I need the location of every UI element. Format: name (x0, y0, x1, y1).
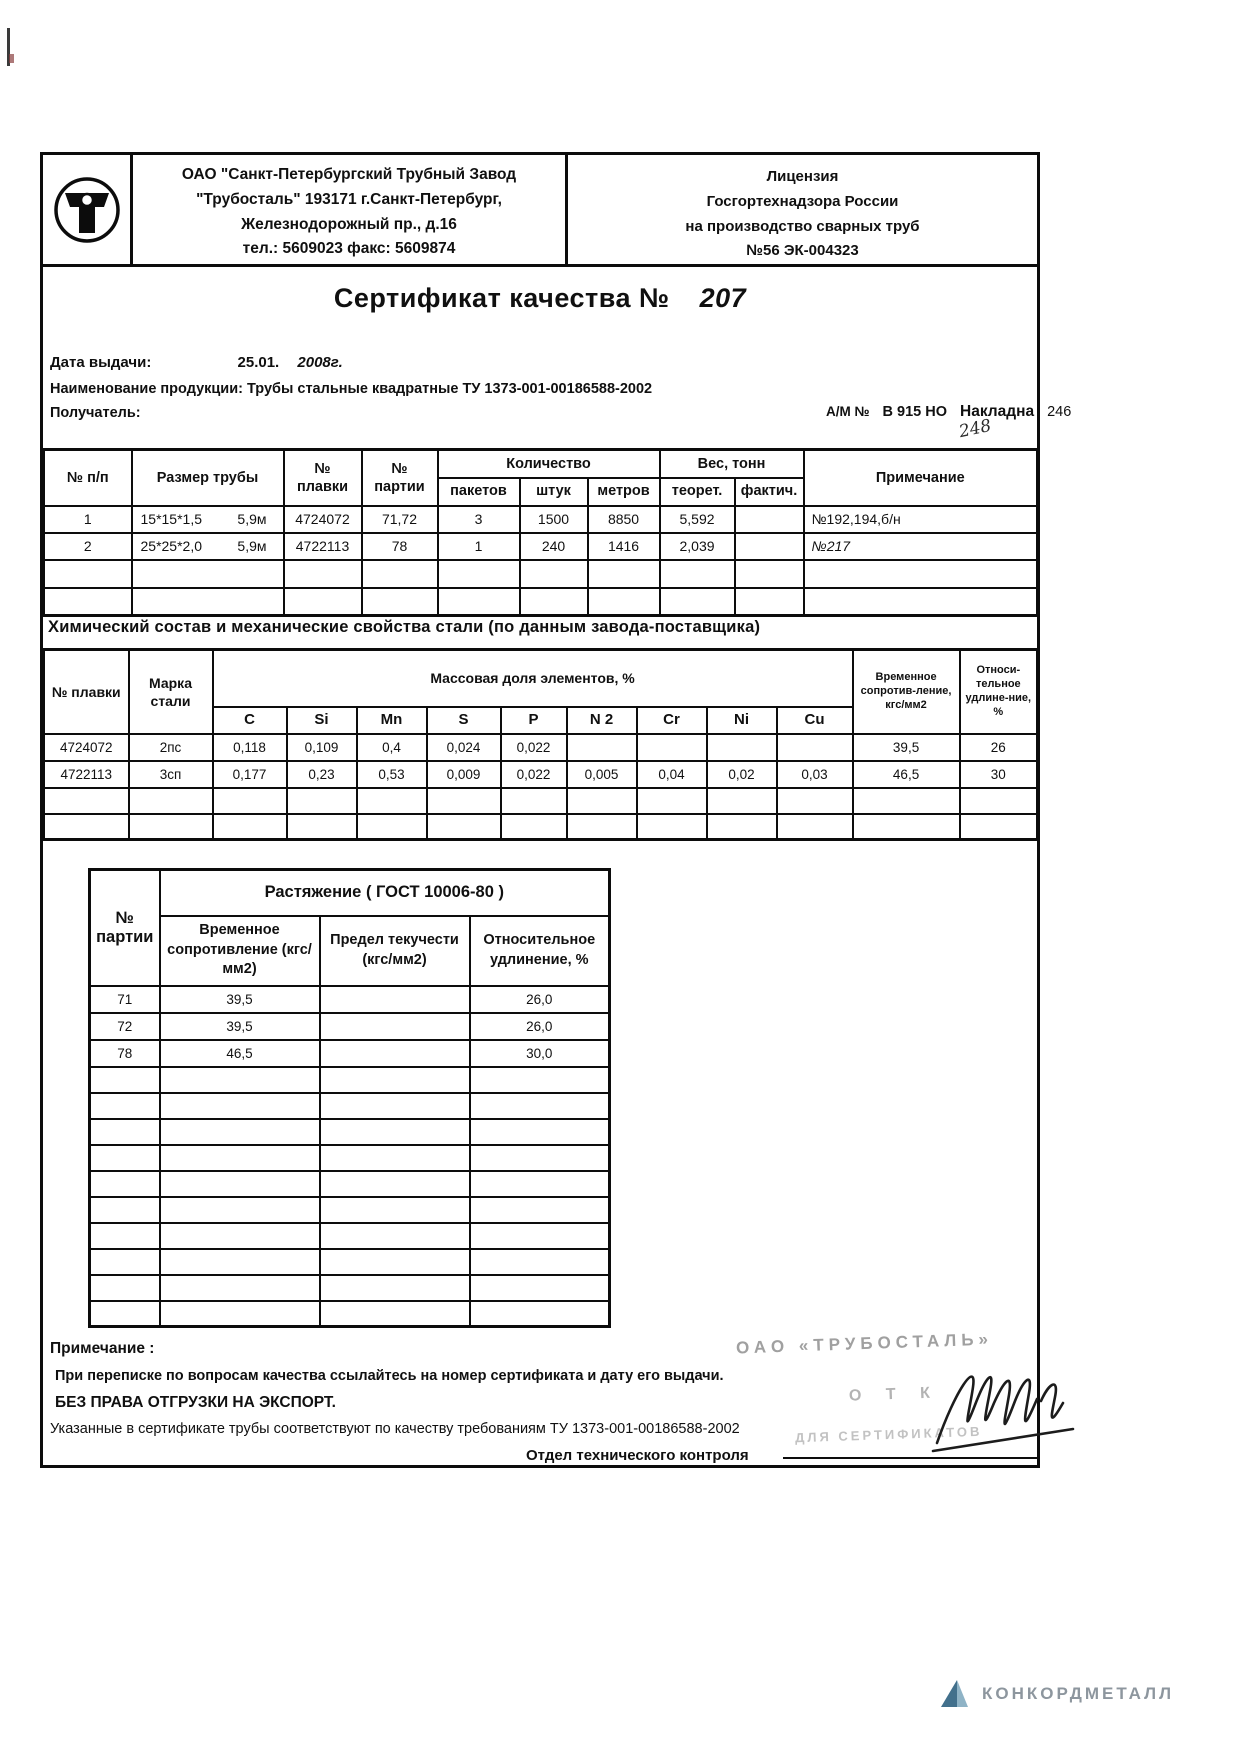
element-header: Cu (777, 707, 853, 734)
pipe-size: 25*25*2,0 (140, 538, 203, 554)
pipe-size: 15*15*1,5 (140, 511, 203, 527)
table-header-row (90, 870, 610, 916)
cell: 1 (438, 533, 520, 560)
col-batch-header: № партии (362, 450, 438, 506)
table-row (44, 788, 1038, 814)
handwritten-waybill-number: 248 (957, 415, 994, 443)
col-num-header: № п/п (44, 450, 132, 506)
title-label: Сертификат качества № (333, 283, 670, 313)
element-header: Mn (357, 707, 427, 734)
stamp-company-line: ОАО «ТРУБОСТАЛЬ» (735, 1329, 994, 1358)
note-label: Примечание : (50, 1340, 155, 1357)
table-row (90, 1301, 610, 1327)
cell: 46,5 (160, 1040, 320, 1067)
table-row (44, 533, 1038, 560)
cell: 4722113 (44, 761, 129, 788)
cell: 0,022 (501, 734, 567, 761)
col-meters-header: метров (588, 478, 660, 506)
document-header (43, 155, 1037, 267)
element-header: N 2 (567, 707, 637, 734)
cell: 3 (438, 506, 520, 533)
cell (735, 506, 804, 533)
col-grade-header: Марка стали (129, 650, 213, 734)
table-row (44, 761, 1038, 788)
cell (320, 1040, 470, 1067)
cell: 0,03 (777, 761, 853, 788)
cell: 0,4 (357, 734, 427, 761)
table-row (90, 1249, 610, 1275)
certificate-number: 207 (699, 283, 747, 313)
col-theor-header: теорет. (660, 478, 735, 506)
cell: 240 (520, 533, 588, 560)
table-row (44, 588, 1038, 616)
cell: №217 (804, 533, 1038, 560)
cell: 4722113 (284, 533, 362, 560)
cell: 1416 (588, 533, 660, 560)
element-header: S (427, 707, 501, 734)
col-heat-header: № плавки (284, 450, 362, 506)
company-line: Железнодорожный пр., д.16 (241, 215, 457, 233)
cell: 8850 (588, 506, 660, 533)
table-row (90, 1197, 610, 1223)
note-line: При переписке по вопросам качества ссылайтесь на номер сертификата и дату его выдачи. (55, 1368, 724, 1384)
waybill-number: 246 (1047, 404, 1072, 420)
cell: 46,5 (853, 761, 960, 788)
vehicle-waybill-line (826, 403, 1071, 421)
cell: 0,118 (213, 734, 287, 761)
cell: 0,53 (357, 761, 427, 788)
watermark-text: КОНКОРДМЕТАЛЛ (982, 1684, 1175, 1703)
cell: 0,022 (501, 761, 567, 788)
table-row (90, 1223, 610, 1249)
col-size-header: Размер трубы (132, 450, 284, 506)
cell: 78 (90, 1040, 160, 1067)
tensile-group-header: Растяжение ( ГОСТ 10006-80 ) (160, 870, 610, 916)
col-packs-header: пакетов (438, 478, 520, 506)
col-fact-header: фактич. (735, 478, 804, 506)
logo-cell (43, 155, 133, 264)
table-row (44, 814, 1038, 840)
vehicle-label: А/М № (826, 404, 870, 419)
scan-artifact (9, 54, 14, 63)
page-title (43, 283, 1037, 314)
cell: 71 (90, 986, 160, 1013)
cell: 2 (44, 533, 132, 560)
issue-date-label: Дата выдачи: (50, 354, 152, 371)
license-info (568, 155, 1037, 264)
element-header: Cr (637, 707, 707, 734)
table-row (90, 1013, 610, 1040)
cell: 0,02 (707, 761, 777, 788)
issue-date-value: 25.01. (237, 354, 280, 371)
konkord-logo-icon (938, 1678, 972, 1710)
cell (132, 533, 284, 560)
col-tensile-header: Временное сопротивление (кгс/мм2) (160, 916, 320, 986)
table-row (90, 1171, 610, 1197)
cell: 26,0 (470, 986, 610, 1013)
weight-group-header: Вес, тонн (660, 450, 804, 478)
col-elongation-header: Относительное удлинение, % (470, 916, 610, 986)
table-row (44, 560, 1038, 588)
col-elongation-header: Относи-тельное удлине-ние, % (960, 650, 1038, 734)
cell: 26 (960, 734, 1038, 761)
waybill-label: Накладна (960, 403, 1035, 420)
table-row (90, 1119, 610, 1145)
col-pieces-header: штук (520, 478, 588, 506)
col-tensile-header: Временное сопротив-ление, кгс/мм2 (853, 650, 960, 734)
cell: 4724072 (284, 506, 362, 533)
cell (132, 506, 284, 533)
note-line: Указанные в сертификате трубы соответствуют по качеству требованиям ТУ 1373-001-00186588-2002 (50, 1421, 740, 1437)
cell: 0,23 (287, 761, 357, 788)
table-row (44, 734, 1038, 761)
chemical-composition-table (42, 648, 1039, 841)
cell (735, 533, 804, 560)
stamp-certificates-line: ДЛЯ СЕРТИФИКАТОВ (794, 1423, 983, 1446)
col-note-header: Примечание (804, 450, 1038, 506)
signature (923, 1343, 1093, 1463)
elements-group-header: Массовая доля элементов, % (213, 650, 853, 707)
cell (777, 734, 853, 761)
pipe-length: 5,9м (237, 511, 267, 527)
cell: 5,592 (660, 506, 735, 533)
cell (567, 734, 637, 761)
license-line: на производство сварных труб (685, 217, 920, 235)
cell: 26,0 (470, 1013, 610, 1040)
table-header-row (44, 650, 1038, 707)
col-batch-header: № партии (90, 870, 160, 986)
element-header: Si (287, 707, 357, 734)
license-line: Лицензия (766, 168, 839, 185)
table-row (44, 506, 1038, 533)
cell: №192,194,б/н (804, 506, 1038, 533)
cell (637, 734, 707, 761)
table-row (90, 1093, 610, 1119)
product-name-line: Наименование продукции: Трубы стальные квадратные ТУ 1373-001-00186588-2002 (50, 381, 653, 397)
pipe-length: 5,9м (237, 538, 267, 554)
table-row (90, 1040, 610, 1067)
products-table (42, 448, 1039, 617)
element-header: C (213, 707, 287, 734)
cell: 2,039 (660, 533, 735, 560)
cell: 1500 (520, 506, 588, 533)
col-yield-header: Предел текучести (кгс/мм2) (320, 916, 470, 986)
cell: 39,5 (853, 734, 960, 761)
table-row (90, 1275, 610, 1301)
cell: 1 (44, 506, 132, 533)
company-info (133, 155, 568, 264)
cell: 0,024 (427, 734, 501, 761)
table-header-row (44, 450, 1038, 478)
cell: 0,109 (287, 734, 357, 761)
cell: 0,04 (637, 761, 707, 788)
recipient-label: Получатель: (50, 405, 141, 421)
trubostal-logo-icon (53, 176, 121, 244)
cell: 78 (362, 533, 438, 560)
tensile-test-table (88, 868, 611, 1328)
company-line: тел.: 5609023 факс: 5609874 (242, 240, 456, 258)
license-line: №56 ЭК-004323 (746, 242, 859, 260)
cell (320, 1013, 470, 1040)
element-header: P (501, 707, 567, 734)
cell: 0,009 (427, 761, 501, 788)
cell: 0,177 (213, 761, 287, 788)
konkordmetall-watermark (938, 1678, 1174, 1710)
cell: 0,005 (567, 761, 637, 788)
cell: 3сп (129, 761, 213, 788)
cell: 2пс (129, 734, 213, 761)
table-row (90, 1067, 610, 1093)
cell: 39,5 (160, 986, 320, 1013)
chemistry-section-title: Химический состав и механические свойства стали (по данным завода-поставщика) (48, 618, 761, 636)
cell: 30,0 (470, 1040, 610, 1067)
license-line: Госгортехнадзора России (706, 192, 899, 210)
vehicle-number: В 915 НО (882, 404, 948, 420)
col-heat-header: № плавки (44, 650, 129, 734)
quantity-group-header: Количество (438, 450, 660, 478)
cell: 72 (90, 1013, 160, 1040)
note-line: БЕЗ ПРАВА ОТГРУЗКИ НА ЭКСПОРТ. (55, 1394, 336, 1411)
issue-date-line (50, 354, 343, 371)
cell: 4724072 (44, 734, 129, 761)
table-subheader-row (90, 916, 610, 986)
cell (320, 986, 470, 1013)
company-line: "Трубосталь" 193171 г.Санкт-Петербург, (196, 190, 502, 208)
cell: 71,72 (362, 506, 438, 533)
stamp-otk-line: О Т К (848, 1384, 941, 1405)
element-header: Ni (707, 707, 777, 734)
quality-dept-label: Отдел технического контроля (526, 1447, 749, 1464)
issue-date-year: 2008г. (297, 354, 343, 371)
table-row (90, 1145, 610, 1171)
cell: 30 (960, 761, 1038, 788)
table-row (90, 986, 610, 1013)
company-line: ОАО "Санкт-Петербургский Трубный Завод (181, 166, 517, 183)
cell: 39,5 (160, 1013, 320, 1040)
cell (707, 734, 777, 761)
certificate-document (40, 152, 1072, 1468)
